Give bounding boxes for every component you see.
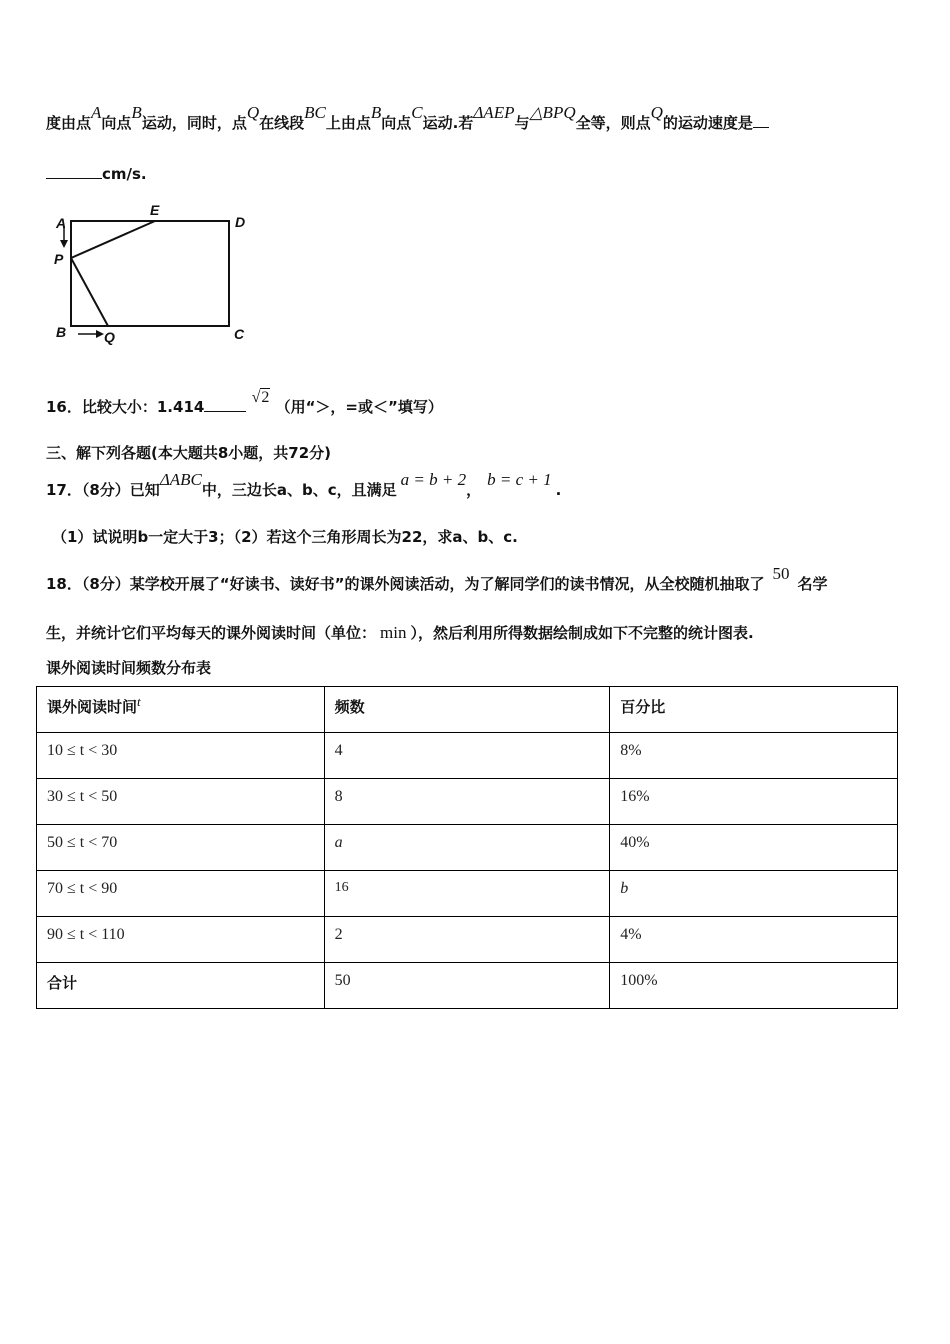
table-row	[37, 917, 898, 963]
q15-text-line	[46, 103, 769, 133]
q18-line2	[46, 622, 754, 643]
cell-frequency: 16	[324, 871, 610, 917]
table-title	[46, 657, 211, 678]
q18-suffix: 名学	[797, 575, 828, 593]
table-caption: 课外阅读时间频数分布表	[46, 659, 212, 677]
q15-text: 的运动速度是	[662, 114, 753, 132]
sqrt-radicand: 2	[261, 389, 270, 406]
q15-text: 在线段	[259, 114, 305, 132]
rectangle-abcd	[71, 221, 229, 326]
triangle-bpq: △BPQ	[529, 103, 576, 122]
label-b: B	[56, 324, 67, 340]
cell-percent: b	[610, 871, 898, 917]
cell-percent: 40%	[610, 825, 898, 871]
cell-range: 50 ≤ t < 70	[37, 825, 325, 871]
cell-range: 30 ≤ t < 50	[37, 779, 325, 825]
q15-text: 运动，同时，点	[141, 114, 247, 132]
q17-comma: ，	[466, 481, 482, 499]
q17-sub-text: （1）试说明b一定大于3；（2）若这个三角形周长为22，求a、b、c.	[52, 528, 518, 546]
q16-line	[46, 389, 443, 417]
frequency-table	[36, 686, 898, 1009]
point-c: C	[411, 103, 423, 122]
table-total-row	[37, 963, 898, 1009]
label-e: E	[150, 202, 160, 218]
cell-percent: 4%	[610, 917, 898, 963]
arrowhead-right-icon	[96, 330, 104, 338]
q15-text: 向点	[101, 114, 132, 132]
header-time: 课外阅读时间t	[37, 687, 325, 733]
cell-percent: 16%	[610, 779, 898, 825]
cell-range: 10 ≤ t < 30	[37, 733, 325, 779]
cell-total-label: 合计	[37, 963, 325, 1009]
table-row	[37, 871, 898, 917]
sqrt-two: √2	[251, 389, 270, 406]
answer-blank	[753, 127, 769, 128]
cell-frequency: a	[324, 825, 610, 871]
q18-text: 生，并统计它们平均每天的课外阅读时间（单位：	[46, 624, 377, 642]
table-row	[37, 825, 898, 871]
cell-total-frequency: 50	[324, 963, 610, 1009]
point-b: B	[370, 103, 382, 122]
label-a: A	[56, 215, 67, 231]
header-var-t: t	[137, 694, 141, 709]
section-heading	[46, 442, 331, 463]
label-p: P	[54, 251, 64, 267]
point-a: A	[91, 103, 102, 122]
header-percent: 百分比	[610, 687, 898, 733]
point-b: B	[131, 103, 142, 122]
cell-range: 70 ≤ t < 90	[37, 871, 325, 917]
speed-unit: cm/s.	[102, 165, 147, 183]
point-q: Q	[246, 103, 260, 122]
header-frequency: 频数	[324, 687, 610, 733]
q16-suffix: （用“＞，=或＜”填写）	[275, 398, 443, 416]
cell-frequency: 8	[324, 779, 610, 825]
cell-frequency: 4	[324, 733, 610, 779]
equation-a: a = b + 2	[400, 470, 467, 489]
table-row	[37, 779, 898, 825]
segment-bc: BC	[304, 103, 326, 122]
cell-frequency: 2	[324, 917, 610, 963]
answer-blank	[204, 411, 246, 412]
triangle-abc: ΔABC	[159, 470, 202, 489]
label-c: C	[234, 326, 245, 342]
rectangle-figure	[48, 200, 258, 348]
q15-text: 运动.若	[422, 114, 474, 132]
equation-b: b = c + 1	[487, 470, 552, 489]
time-unit: min	[380, 623, 407, 642]
q15-unit-line	[46, 165, 147, 183]
point-q: Q	[650, 103, 663, 122]
q18-line1	[46, 564, 828, 594]
segment-pq	[71, 258, 108, 326]
section-title: 三、解下列各题(本大题共8小题，共72分)	[46, 444, 332, 462]
table-row	[37, 733, 898, 779]
q15-text: 上由点	[325, 114, 371, 132]
q15-text: 度由点	[46, 114, 92, 132]
q18-text: ），然后利用所得数据绘制成如下不完整的统计图表.	[410, 624, 754, 642]
arrowhead-down-icon	[60, 240, 68, 248]
cell-total-percent: 100%	[610, 963, 898, 1009]
segment-pe	[71, 221, 155, 258]
table-header-row	[37, 687, 898, 733]
q17-prefix: 17．（8分）已知	[46, 481, 160, 499]
cell-percent: 8%	[610, 733, 898, 779]
q17-end: .	[555, 481, 562, 499]
label-d: D	[235, 214, 246, 230]
triangle-aep: ΔAEP	[473, 103, 515, 122]
q16-prefix: 16．比较大小：1.414	[46, 398, 205, 416]
q15-text: 全等，则点	[575, 114, 651, 132]
q15-text: 向点	[381, 114, 412, 132]
label-q: Q	[104, 329, 115, 345]
q17-line	[46, 470, 562, 500]
sample-size: 50	[772, 564, 790, 583]
q18-prefix: 18．（8分）某学校开展了“好读书、读好书”的课外阅读活动，为了解同学们的读书情况，从全校随机抽取了	[46, 575, 765, 593]
q15-text: 与	[514, 114, 530, 132]
answer-blank	[46, 178, 102, 179]
cell-range: 90 ≤ t < 110	[37, 917, 325, 963]
q17-subquestions	[52, 526, 518, 547]
q17-text: 中，三边长a、b、c，且满足	[201, 481, 397, 499]
